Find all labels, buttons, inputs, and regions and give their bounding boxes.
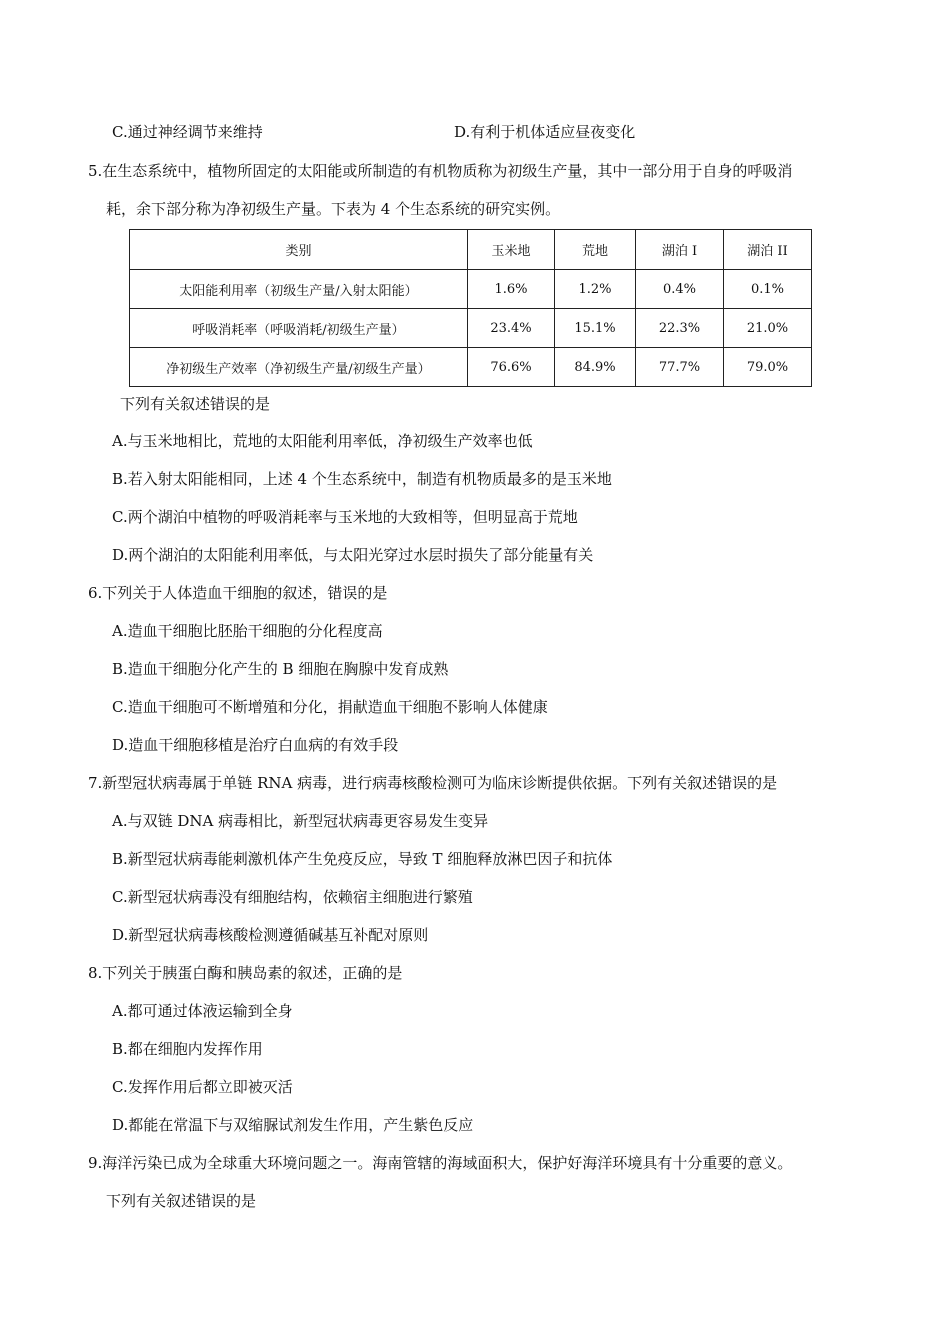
table-cell: 76.6% [468,348,555,387]
q9-prompt: 下列有关叙述错误的是 [106,1192,257,1210]
q5-option-b: B.若入射太阳能相同，上述 4 个生态系统中，制造有机物质最多的是玉米地 [112,470,612,488]
table-cell: 77.7% [636,348,724,387]
table-cell: 79.0% [724,348,812,387]
q5-option-c: C.两个湖泊中植物的呼吸消耗率与玉米地的大致相等，但明显高于荒地 [112,508,578,526]
table-row [130,348,812,387]
table-cell: 1.6% [468,270,555,309]
table-cell: 净初级生产效率（净初级生产量/初级生产量） [130,348,468,387]
q4-option-d: D.有利于机体适应昼夜变化 [454,123,636,141]
table-header-cell: 玉米地 [468,230,555,270]
q8-option-b: B.都在细胞内发挥作用 [112,1040,263,1058]
q7-stem: 7.新型冠状病毒属于单链 RNA 病毒，进行病毒核酸检测可为临床诊断提供依据。下列有关叙述错误的是 [88,774,778,792]
table-row [130,309,812,348]
q5-prompt: 下列有关叙述错误的是 [120,395,271,413]
q6-option-c: C.造血干细胞可不断增殖和分化，捐献造血干细胞不影响人体健康 [112,698,548,716]
q8-option-c: C.发挥作用后都立即被灭活 [112,1078,293,1096]
q7-option-b: B.新型冠状病毒能刺激机体产生免疫反应，导致 T 细胞释放淋巴因子和抗体 [112,850,613,868]
q5-stem-line2: 耗，余下部分称为净初级生产量。下表为 4 个生态系统的研究实例。 [106,200,561,218]
table-cell: 21.0% [724,309,812,348]
q5-data-table [129,229,812,387]
table-cell: 84.9% [555,348,636,387]
table-header-cell: 湖泊 II [724,230,812,270]
q8-option-a: A.都可通过体液运输到全身 [112,1002,293,1020]
table-cell: 22.3% [636,309,724,348]
table-header-cell: 类别 [130,230,468,270]
q4-options-row [112,122,892,142]
q5-stem-line1: 5.在生态系统中，植物所固定的太阳能或所制造的有机物质称为初级生产量，其中一部分用于自身的呼吸消 [88,162,793,180]
q4-option-c: C.通过神经调节来维持 [112,123,263,141]
q7-option-d: D.新型冠状病毒核酸检测遵循碱基互补配对原则 [112,926,429,944]
q7-option-a: A.与双链 DNA 病毒相比，新型冠状病毒更容易发生变异 [112,812,489,830]
table-header-row [130,230,812,270]
table-cell: 0.4% [636,270,724,309]
table-cell: 1.2% [555,270,636,309]
q6-option-d: D.造血干细胞移植是治疗白血病的有效手段 [112,736,399,754]
table-header-cell: 湖泊 I [636,230,724,270]
table-header-cell: 荒地 [555,230,636,270]
table-cell: 15.1% [555,309,636,348]
table-row [130,270,812,309]
q7-option-c: C.新型冠状病毒没有细胞结构，依赖宿主细胞进行繁殖 [112,888,473,906]
table-cell: 0.1% [724,270,812,309]
q8-option-d: D.都能在常温下与双缩脲试剂发生作用，产生紫色反应 [112,1116,474,1134]
table-cell: 太阳能利用率（初级生产量/入射太阳能） [130,270,468,309]
table-cell: 呼吸消耗率（呼吸消耗/初级生产量） [130,309,468,348]
q8-stem: 8.下列关于胰蛋白酶和胰岛素的叙述，正确的是 [88,964,403,982]
q5-option-a: A.与玉米地相比，荒地的太阳能利用率低，净初级生产效率也低 [112,432,533,450]
table-cell: 23.4% [468,309,555,348]
q6-stem: 6.下列关于人体造血干细胞的叙述，错误的是 [88,584,388,602]
q6-option-b: B.造血干细胞分化产生的 B 细胞在胸腺中发育成熟 [112,660,449,678]
q9-stem: 9.海洋污染已成为全球重大环境问题之一。海南管辖的海域面积大，保护好海洋环境具有十分重要的意义。 [88,1154,793,1172]
q6-option-a: A.造血干细胞比胚胎干细胞的分化程度高 [112,622,383,640]
q5-option-d: D.两个湖泊的太阳能利用率低，与太阳光穿过水层时损失了部分能量有关 [112,546,594,564]
